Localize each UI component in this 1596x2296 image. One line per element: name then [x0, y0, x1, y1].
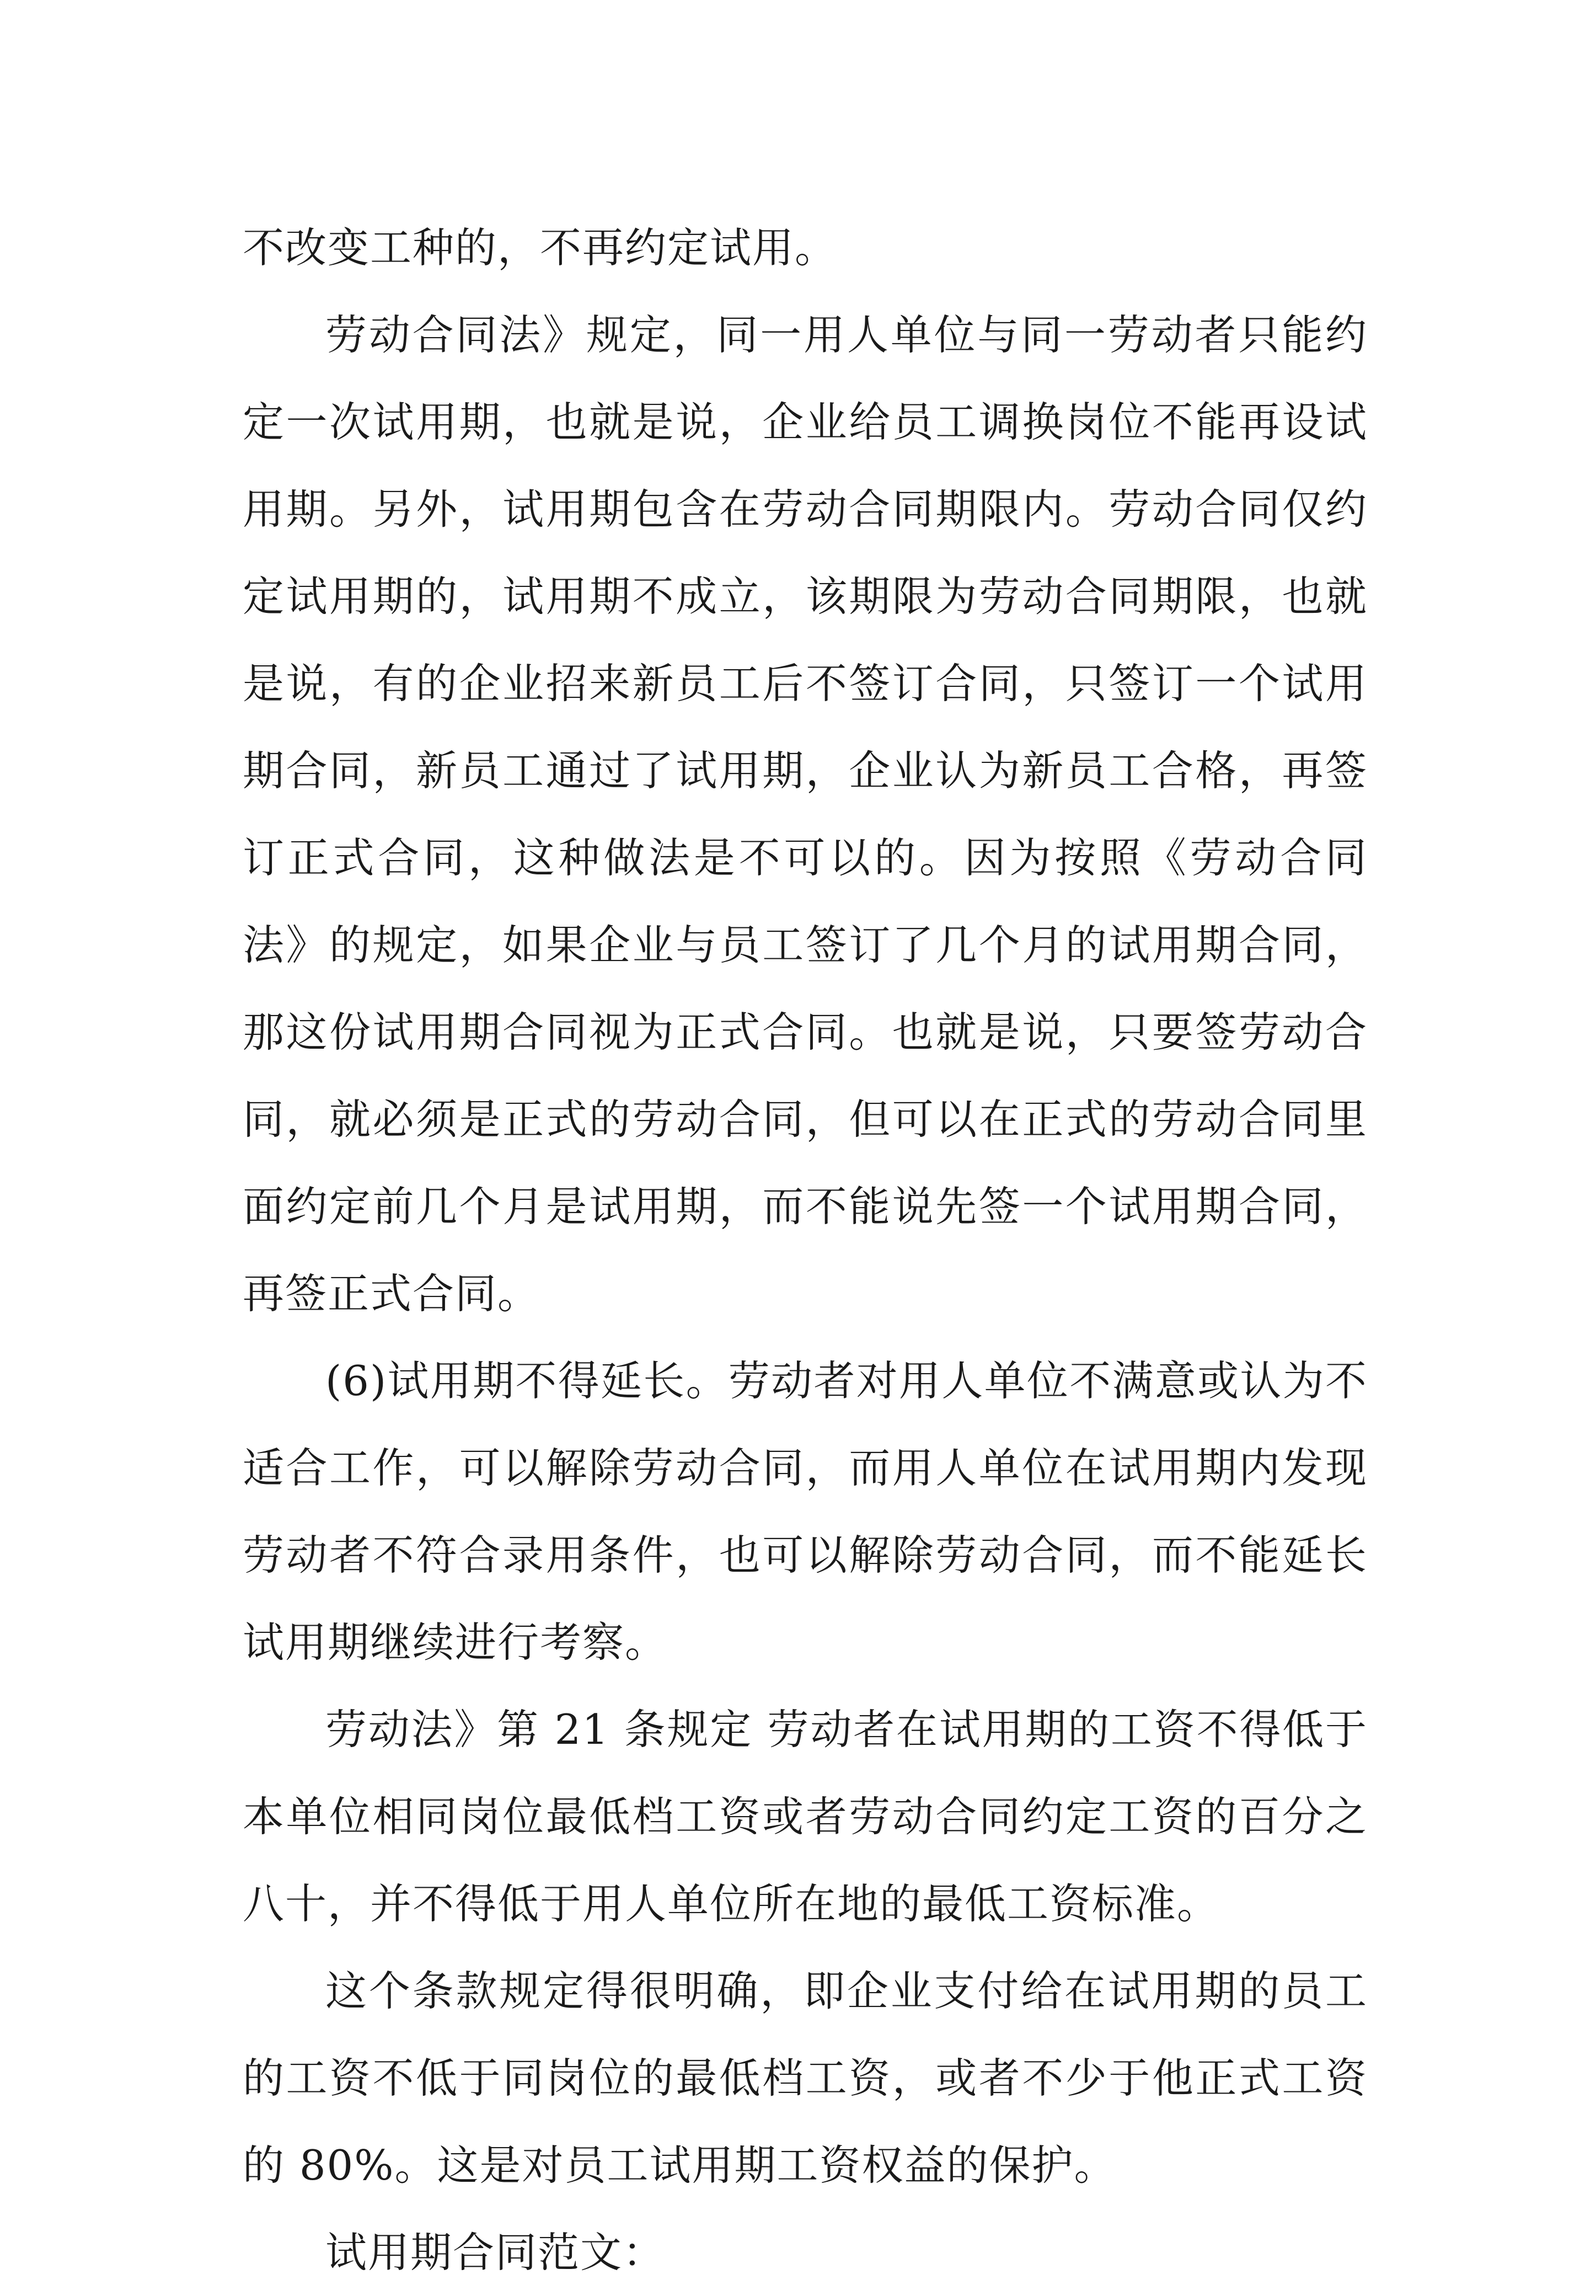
paragraph-single-probation: 劳动合同法》规定，同一用人单位与同一劳动者只能约定一次试用期，也就是说，企业给员工调换岗位不能再设试用期。另外，试用期包含在劳动合同期限内。劳动合同仅约定试用期的，试用期不成立，该期限为劳动合同期限，也就是说，有的企业招来新员工后不签订合同，只签订一个试用期合同，新员工通过了试用期，企业认为新员工合格，再签订正式合同，这种做法是不可以的。因为按照《劳动合同法》的规定，如果企业与员工签订了几个月的试用期合同，那这份试用期合同视为正式合同。也就是说，只要签劳动合同，就必须是正式的劳动合同，但可以在正式的劳动合同里面约定前几个月是试用期，而不能说先签一个试用期合同，再签正式合同。: [243, 311, 1368, 1318]
paragraph-wage-protection: 这个条款规定得很明确，即企业支付给在试用期的员工的工资不低于同岗位的最低档工资，或者不少于他正式工资的 80%。这是对员工试用期工资权益的保护。: [243, 1967, 1368, 2190]
paragraph-article-21: 劳动法》第 21 条规定 劳动者在试用期的工资不得低于本单位相同岗位最低档工资或者劳动合同约定工资的百分之八十，并不得低于用人单位所在地的最低工资标准。: [243, 1705, 1368, 1928]
body-text: [243, 204, 1368, 2296]
paragraph-sample-heading: 试用期合同范文：: [325, 2228, 666, 2277]
paragraph-no-extension: (6)试用期不得延长。劳动者对用人单位不满意或认为不适合工作，可以解除劳动合同，而用人单位在试用期内发现劳动者不符合录用条件，也可以解除劳动合同，而不能延长试用期继续进行考察。: [243, 1357, 1368, 1667]
paragraph-continuation: 不改变工种的，不再约定试用。: [243, 223, 838, 272]
